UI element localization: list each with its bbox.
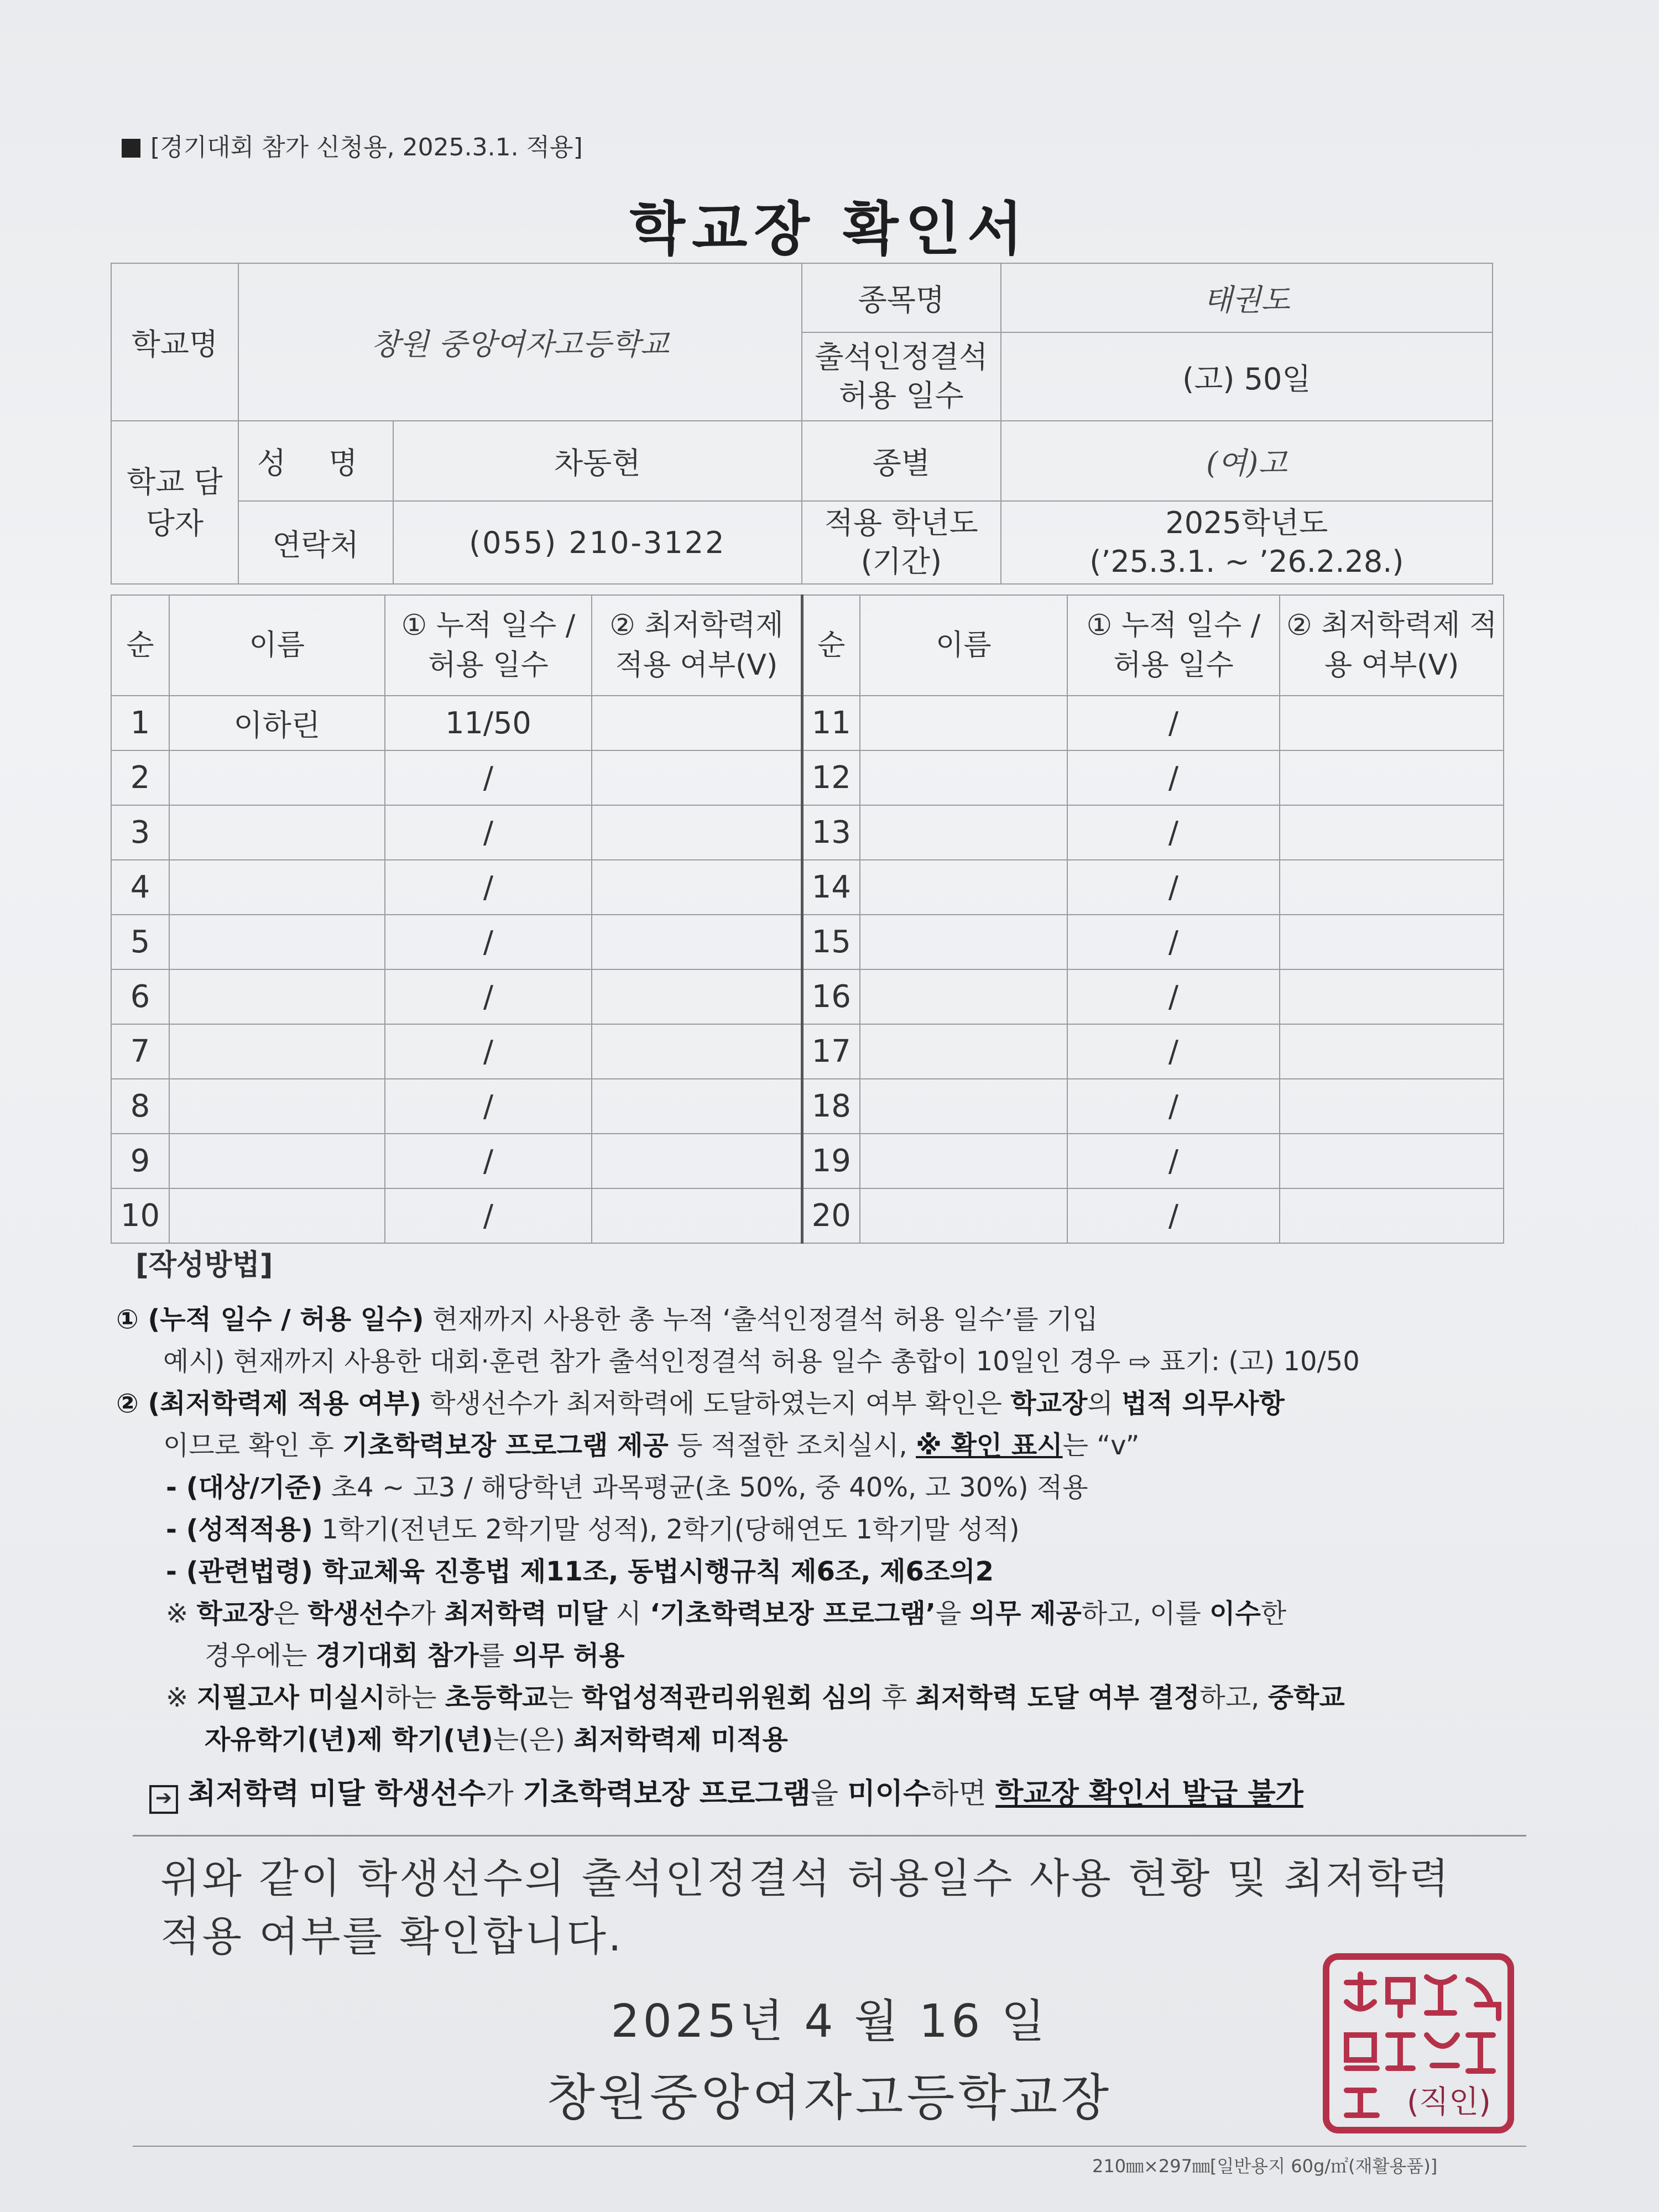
roster-cell-min (592, 750, 802, 805)
info-table (111, 263, 1493, 585)
roster-cell-name (169, 1079, 385, 1134)
roster-cell-name (169, 805, 385, 860)
roster-cell-no: 7 (111, 1024, 169, 1079)
year-text: 2025학년도 (1165, 505, 1328, 540)
roster-cell-min (1280, 696, 1504, 750)
method-final-warning: ➔ 최저학력 미달 학생선수가 기초학력보장 프로그램을 미이수하면 학교장 확인서 발급 불가 (116, 1773, 1532, 1815)
roster-cell-days: 11/50 (385, 696, 592, 750)
roster-cell-days: / (1067, 915, 1280, 969)
col-min-header: ② 최저학력제 적용 여부(V) (1280, 595, 1504, 696)
roster-cell-name (169, 1024, 385, 1079)
category-label: 종별 (802, 421, 1001, 501)
roster-cell-min (592, 1134, 802, 1188)
roster-cell-no: 19 (802, 1134, 860, 1188)
method-note-2-line2: 자유학기(년)제 학기(년)는(은) 최저학력제 미적용 (205, 1724, 788, 1755)
roster-cell-no: 15 (802, 915, 860, 969)
roster-cell-no: 14 (802, 860, 860, 915)
issue-date: 2025년 4 월 16 일 (611, 1995, 1048, 2048)
roster-cell-name (860, 805, 1067, 860)
method-item-2-line2: 이므로 확인 후 기초학력보장 프로그램 제공 등 적절한 조치실시, ※ 확인 표시는 “v” (163, 1430, 1140, 1461)
roster-row (111, 860, 1504, 915)
roster-cell-name (860, 696, 1067, 750)
arrow-box-icon: ➔ (149, 1785, 178, 1814)
roster-cell-name (169, 915, 385, 969)
roster-cell-days: / (1067, 696, 1280, 750)
manager-name-label: 성 명 (238, 421, 393, 501)
year-period: (’25.3.1. ~ ’26.2.28.) (1089, 544, 1404, 579)
roster-row (111, 1188, 1504, 1243)
col-days-header: ① 누적 일수 / 허용 일수 (1067, 595, 1280, 696)
roster-cell-min (592, 915, 802, 969)
roster-cell-days: / (385, 1024, 592, 1079)
category-value: (여)고 (1001, 421, 1493, 501)
event-value: 태권도 (1001, 263, 1493, 332)
roster-cell-days: / (1067, 1134, 1280, 1188)
roster-cell-min (1280, 915, 1504, 969)
roster-cell-min (1280, 1024, 1504, 1079)
method-title: [작성방법] (135, 1249, 273, 1282)
roster-cell-days: / (385, 1134, 592, 1188)
document-title: 학교장 확인서 (629, 195, 1030, 263)
roster-cell-days: / (1067, 1079, 1280, 1134)
roster-cell-days: / (1067, 1024, 1280, 1079)
roster-cell-days: / (385, 1188, 592, 1243)
roster-cell-name (169, 1188, 385, 1243)
roster-cell-days: / (1067, 860, 1280, 915)
roster-cell-no: 8 (111, 1079, 169, 1134)
divider-top (133, 1835, 1526, 1837)
roster-cell-min (592, 860, 802, 915)
roster-cell-min (1280, 1079, 1504, 1134)
roster-cell-min (1280, 1188, 1504, 1243)
method-note-1-line2: 경우에는 경기대회 참가를 의무 허용 (205, 1640, 625, 1671)
roster-cell-days: / (1067, 1188, 1280, 1243)
roster-cell-no: 13 (802, 805, 860, 860)
roster-body (111, 696, 1504, 1243)
roster-cell-min (592, 696, 802, 750)
roster-cell-name: 이하린 (169, 696, 385, 750)
col-days-header: ① 누적 일수 / 허용 일수 (385, 595, 592, 696)
roster-cell-days: / (385, 1079, 592, 1134)
roster-cell-min (592, 805, 802, 860)
method-note-1: ※ 학교장은 학생선수가 최저학력 미달 시 ‘기초학력보장 프로그램’을 의무 제공하고, 이를 이수한 (166, 1598, 1287, 1629)
roster-cell-days: / (1067, 969, 1280, 1024)
roster-row (111, 750, 1504, 805)
roster-header-row (111, 595, 1504, 696)
roster-row (111, 805, 1504, 860)
paper-spec-note: 210㎜×297㎜[일반용지 60g/㎡(재활용품)] (1092, 2156, 1438, 2177)
roster-row (111, 1079, 1504, 1134)
roster-cell-name (169, 750, 385, 805)
seal-label: (직인) (1407, 2084, 1491, 2120)
roster-cell-name (860, 860, 1067, 915)
roster-cell-name (169, 860, 385, 915)
method-note-2: ※ 지필고사 미실시하는 초등학교는 학업성적관리위원회 심의 후 최저학력 도달 여부 결정하고, 중학교 (166, 1682, 1345, 1713)
roster-cell-name (860, 1188, 1067, 1243)
roster-row (111, 1134, 1504, 1188)
method-item-1-example: 예시) 현재까지 사용한 대회·훈련 참가 출석인정결석 허용 일수 총합이 10일인 경우 ⇨ 표기: (고) 10/50 (163, 1346, 1360, 1377)
roster-cell-min (592, 1188, 802, 1243)
roster-cell-no: 11 (802, 696, 860, 750)
contact-value: (055) 210-3122 (393, 501, 802, 584)
roster-cell-no: 3 (111, 805, 169, 860)
roster-row (111, 915, 1504, 969)
method-item-1: ① (누적 일수 / 허용 일수) 현재까지 사용한 총 누적 ‘출석인정결석 허용 일수’를 기입 (116, 1304, 1098, 1335)
roster-cell-min (1280, 1134, 1504, 1188)
roster-cell-no: 4 (111, 860, 169, 915)
roster-cell-days: / (385, 915, 592, 969)
col-name-header: 이름 (169, 595, 385, 696)
roster-cell-min (1280, 969, 1504, 1024)
roster-cell-name (860, 969, 1067, 1024)
roster-row (111, 1024, 1504, 1079)
school-name-value: 창원 중앙여자고등학교 (238, 263, 802, 421)
manager-name-value: 차동현 (393, 421, 802, 501)
manager-label: 학교 담당자 (111, 421, 238, 584)
roster-cell-min (1280, 750, 1504, 805)
method-grade: - (성적적용) 1학기(전년도 2학기말 성적), 2학기(당해연도 1학기말 성적) (166, 1514, 1020, 1545)
col-name-header: 이름 (860, 595, 1067, 696)
roster-cell-min (1280, 805, 1504, 860)
roster-cell-no: 16 (802, 969, 860, 1024)
black-square-icon (122, 139, 140, 158)
roster-cell-name (860, 915, 1067, 969)
roster-row (111, 969, 1504, 1024)
header-note: [경기대회 참가 신청용, 2025.3.1. 적용] (122, 127, 583, 163)
roster-cell-no: 18 (802, 1079, 860, 1134)
event-label: 종목명 (802, 263, 1001, 332)
method-section (116, 1244, 1532, 1815)
roster-cell-name (169, 1134, 385, 1188)
roster-cell-no: 6 (111, 969, 169, 1024)
roster-cell-no: 5 (111, 915, 169, 969)
roster-cell-days: / (1067, 750, 1280, 805)
roster-cell-days: / (385, 860, 592, 915)
roster-cell-no: 12 (802, 750, 860, 805)
year-label: 적용 학년도 (기간) (802, 501, 1001, 584)
roster-cell-name (860, 750, 1067, 805)
confirm-text: 위와 같이 학생선수의 출석인정결석 허용일수 사용 현황 및 최저학력 적용 여부를 확인합니다. (160, 1855, 1451, 1960)
roster-cell-min (1280, 860, 1504, 915)
allowed-days-value: (고) 50일 (1001, 332, 1493, 421)
roster-cell-name (860, 1024, 1067, 1079)
roster-cell-days: / (1067, 805, 1280, 860)
roster-cell-days: / (385, 750, 592, 805)
roster-cell-name (860, 1079, 1067, 1134)
col-no-header: 순 (111, 595, 169, 696)
col-min-header: ② 최저학력제 적용 여부(V) (592, 595, 802, 696)
school-name-label: 학교명 (111, 263, 238, 421)
roster-cell-no: 9 (111, 1134, 169, 1188)
roster-cell-no: 2 (111, 750, 169, 805)
divider-bottom (133, 2146, 1526, 2147)
roster-cell-days: / (385, 805, 592, 860)
method-law: - (관련법령) 학교체육 진흥법 제11조, 동법시행규칙 제6조, 제6조의2 (166, 1556, 994, 1587)
col-no-header: 순 (802, 595, 860, 696)
principal-name: 창원중앙여자고등학교장 (546, 2069, 1113, 2127)
method-item-2: ② (최저학력제 적용 여부) 학생선수가 최저학력에 도달하였는지 여부 확인은 학교장의 법적 의무사항 (116, 1388, 1285, 1419)
method-target: - (대상/기준) 초4 ~ 고3 / 해당학년 과목평균(초 50%, 중 40%, 고 30%) 적용 (166, 1472, 1088, 1503)
year-value (1001, 501, 1493, 584)
roster-cell-min (592, 1024, 802, 1079)
roster-cell-min (592, 969, 802, 1024)
roster-cell-no: 1 (111, 696, 169, 750)
roster-cell-no: 10 (111, 1188, 169, 1243)
roster-cell-no: 17 (802, 1024, 860, 1079)
roster-cell-name (860, 1134, 1067, 1188)
roster-cell-min (592, 1079, 802, 1134)
allowed-days-label: 출석인정결석 허용 일수 (802, 332, 1001, 421)
roster-cell-name (169, 969, 385, 1024)
official-seal-icon (1322, 1952, 1515, 2135)
roster-row (111, 696, 1504, 750)
roster-cell-days: / (385, 969, 592, 1024)
contact-label: 연락처 (238, 501, 393, 584)
roster-table (111, 594, 1504, 1244)
roster-cell-no: 20 (802, 1188, 860, 1243)
